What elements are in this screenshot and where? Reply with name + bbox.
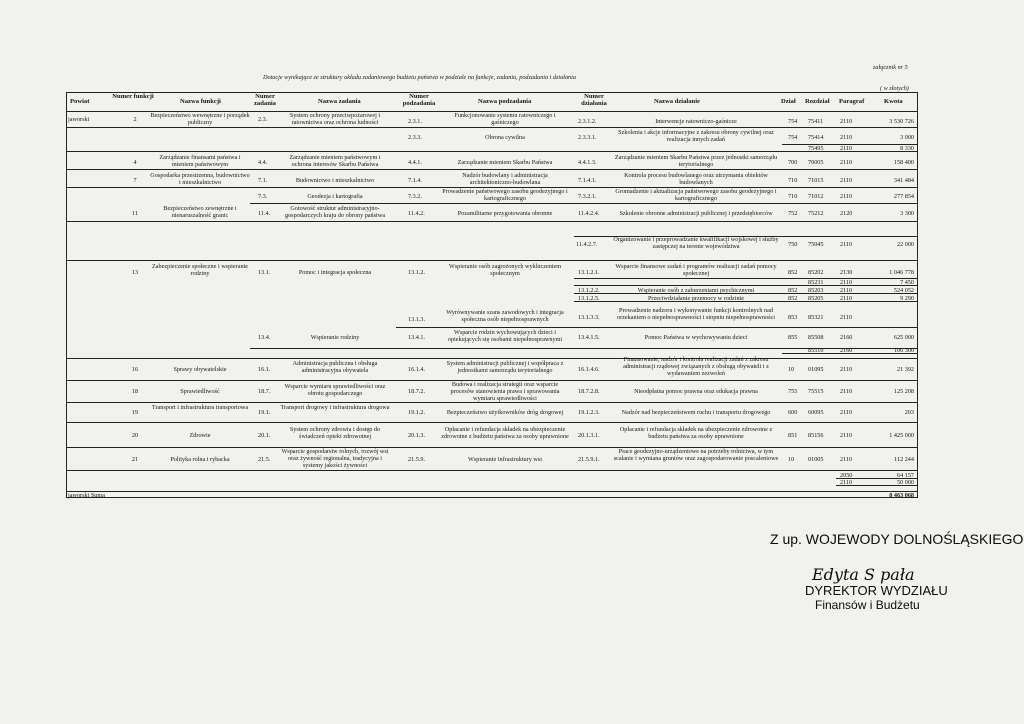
cell-paragraf: 2160 [840,347,853,354]
row-separator [66,447,918,448]
cell-kwota: 3 300 [900,210,914,217]
cell-nr-podzadania: 13.1.2. [408,269,426,276]
cell-nr-dzialania: 7.1.4.1. [578,177,597,184]
cell-funkcja: Zdrowie [189,432,211,439]
cell-kwota: 203 [904,409,914,416]
cell-rozdzial: 85231 [808,279,824,286]
cell-nr-funkcji: 4 [133,159,137,166]
cell-rozdzial: 75515 [808,388,824,395]
cell-podzadanie: Funkcjonowanie systemu ratowniczego i gaśniczego [454,112,556,126]
col-podzadanie: Nazwa podzadania [478,98,532,105]
cell-dzialanie: Wspieranie osób z zaburzeniami psychicznymi [637,287,755,294]
cell-nr-zadania: 4.4. [258,159,268,166]
cell-dzial: 754 [788,118,798,125]
cell-nr-funkcji: 7 [133,177,137,184]
cell-dzial: 852 [788,287,798,294]
stamp-line1: Z up. WOJEWODY DOLNOŚLĄSKIEGO [770,531,1024,547]
cell-funkcja: Sprawiedliwość [180,388,220,395]
cell-rozdzial: 71012 [808,193,824,200]
cell-podzadanie: Obrona cywilna [485,134,525,141]
cell-kwota: 625 000 [893,334,914,341]
cell-kwota: 524 052 [893,287,914,294]
cell-funkcja: Zarządzanie finansami państwa i mieniem państwowym [159,154,241,168]
cell-rozdzial: 75414 [808,134,824,141]
cell-paragraf: 2110 [840,409,853,416]
cell-dzial: 754 [788,134,798,141]
cell-kwota: 106 300 [893,347,914,354]
cell-kwota: 7 450 [900,279,914,286]
col-paragraf: Paragraf [839,98,865,105]
cell-paragraf: 2110 [840,118,853,125]
cell-nr-funkcji: 13 [131,269,139,276]
cell-kwota: 1 425 000 [889,432,914,439]
cell-nr-funkcji: 21 [131,456,139,463]
attachment-label: załącznik nr 5 [873,64,908,71]
cell-funkcja: Sprawy obywatelskie [173,366,227,373]
cell-podzadanie: Pozamilitarne przygotowania obronne [457,210,553,217]
cell-rozdzial: 75212 [808,210,824,217]
cell-podzadanie: Prowadzenie państwowego zasobu geodezyjnego i kartograficznego [442,188,568,202]
row-separator [66,422,918,423]
cell-podzadanie: Wspieranie infrastruktury wsi [468,456,542,463]
row-separator [66,221,918,222]
cell-nr-dzialania: 11.4.2.4. [578,210,600,217]
cell-nr-podzadania: 16.1.4. [408,366,426,373]
cell-dzialanie: Zarządzanie mieniem Skarbu Państwa przez jednostki samorządu terytorialnego [614,154,778,168]
cell-dzial: 710 [788,177,798,184]
cell-nr-zadania: 2.3. [258,116,268,123]
document-title: Dotacje wynikające ze struktury układu zadaniowego budżetu państwa w podziale na funkcje, zadania, podzadania i działania [263,74,576,81]
cell-nr-dzialania: 19.1.2.3. [578,409,600,416]
cell-nr-podzadania: 20.1.3. [408,432,426,439]
cell-kwota: 50 000 [896,479,914,486]
cell-dzial: 10 [788,456,795,463]
cell-rozdzial: 85203 [808,287,824,294]
cell-zadanie: System ochrony przeciwpożarowej i ratownictwa oraz ochrona ludności [289,112,381,126]
cell-zadanie: Geodezja i kartografia [307,193,363,200]
cell-paragraf: 2110 [840,366,853,373]
cell-paragraf: 2110 [840,314,853,321]
cell-rozdzial: 70005 [808,159,824,166]
cell-kwota: 21 392 [896,366,914,373]
cell-funkcja: Bezpieczeństwo wewnętrzne i porządek publiczny [150,112,250,126]
cell-zadanie: Transport drogowy i infrastruktura drogowa [280,404,390,411]
cell-podzadanie: Zarządzanie mieniem Skarbu Państwa [457,159,553,166]
cell-rozdzial: 85156 [808,432,824,439]
cell-dzialanie: Nieodpłatna pomoc prawna oraz edukacja prawna [634,388,758,395]
cell-nr-podzadania: 2.3.3. [408,134,422,141]
cell-nr-dzialania: 13.1.2.5. [578,295,600,302]
row-separator [250,203,918,204]
row-separator [66,491,918,492]
cell-podzadanie: System administracji publicznej i współpraca z jednostkami samorządu terytorialnego [446,360,564,374]
cell-paragraf: 2110 [840,145,853,152]
col-nr-podzadania: Numer podzadania [402,93,436,107]
cell-nr-funkcji: 18 [131,388,139,395]
table-top-border [66,92,918,93]
cell-dzial: 855 [788,334,798,341]
cell-paragraf: 2110 [840,177,853,184]
cell-paragraf: 2050 [840,472,853,479]
cell-kwota: 158 400 [893,159,914,166]
cell-nr-dzialania: 13.1.2.1. [578,269,600,276]
col-dzialanie: Nazwa działanie [654,98,700,105]
table-bottom-border [66,497,918,498]
cell-rozdzial: 01095 [808,366,824,373]
cell-nr-podzadania: 2.3.1. [408,118,422,125]
cell-dzialanie: Prowadzenie nadzoru i wykonywanie funkcji kontrolnych nad orzekaniem o niepełnosprawności i stopniu niepełnosprawności [617,307,775,321]
cell-funkcja: Zabezpieczenie społeczne i wspieranie rodziny [151,263,249,277]
cell-dzial: 750 [788,241,798,248]
row-separator [66,169,918,170]
cell-nr-dzialania: 18.7.2.8. [578,388,600,395]
row-separator [66,151,918,152]
col-dzial: Dział [781,98,796,105]
cell-dzialanie: Gromadzenie i aktualizacja państwowego zasobu geodezyjnego i kartograficznego [615,188,777,202]
cell-zadanie: Zarządzanie mieniem państwowym i ochrona interesów Skarbu Państwa [289,154,381,168]
col-funkcja: Nazwa funkcji [180,98,221,105]
cell-nr-zadania: 13.4. [258,334,271,341]
cell-rozdzial: 60095 [808,409,824,416]
cell-nr-podzadania: 18.7.2. [408,388,426,395]
cell-paragraf: 2110 [840,388,853,395]
cell-zadanie: Wspieranie rodziny [310,334,360,341]
cell-zadanie: System ochrony zdrowia i dostęp do świadczeń opieki zdrowotnej [289,426,381,440]
stamp-line3: Finansów i Budżetu [815,598,920,612]
cell-kwota: 9 290 [900,295,914,302]
row-separator [66,470,918,471]
cell-nr-zadania: 13.1. [258,269,271,276]
cell-nr-dzialania: 21.5.9.1. [578,456,600,463]
cell-zadanie: Budownictwo i mieszkalnictwo [295,177,375,184]
cell-zadanie: Wsparcie wymiaru sprawiedliwości oraz obrotu gospodarczego [284,383,386,397]
cell-nr-zadania: 7.3. [258,193,268,200]
cell-paragraf: 2110 [840,134,853,141]
cell-paragraf: 2130 [840,269,853,276]
cell-zadanie: Pomoc i integracja społeczna [298,269,372,276]
cell-nr-dzialania: 11.4.2.7. [576,241,598,248]
cell-nr-podzadania: 7.3.2. [408,193,422,200]
cell-dzialanie: Organizowanie i przeprowadzanie kwalifikacji wojskowej i służby zastępczej na terenie województwa [613,236,779,250]
cell-nr-zadania: 18.7. [258,388,271,395]
col-nr-funkcji: Numer funkcji [112,93,154,100]
cell-dzialanie: Opłacanie i refundacja składek na ubezpieczenie zdrowotne z budżetu państwa za osoby uprawnione [619,426,773,440]
cell-kwota: 3 530 726 [889,118,914,125]
cell-funkcja: Bezpieczeństwo zewnętrzne i nienaruszalność granic [163,205,237,219]
col-nr-dzialania: Numer działania [581,93,607,107]
row-separator [66,358,918,359]
cell-funkcja: Gospodarka przestrzenna, budownictwo i mieszkalnictwo [150,172,250,186]
cell-kwota: 112 244 [894,456,914,463]
cell-nr-dzialania: 16.1.4.6. [578,366,600,373]
cell-nr-funkcji: 19 [131,409,139,416]
cell-zadanie: Wsparcie gospodarstw rolnych, rozwój wsi oraz żywność regionalna, tradycyjna i systemy jakości żywności [281,448,389,469]
cell-dzialanie: Szkolenia i akcje informacyjne z zakresu obrony cywilnej oraz realizacja innych zadań [618,129,774,143]
col-nr-zadania: Numer zadania [254,93,276,107]
cell-rozdzial: 85321 [808,314,824,321]
cell-nr-zadania: 7.1. [258,177,268,184]
cell-nr-zadania: 19.1. [258,409,271,416]
cell-nr-podzadania: 4.4.1. [408,159,422,166]
cell-nr-dzialania: 4.4.1.3. [578,159,597,166]
cell-nr-podzadania: 7.1.4. [408,177,422,184]
cell-nr-zadania: 20.1. [258,432,271,439]
cell-rozdzial: 85205 [808,295,824,302]
cell-dzial: 755 [788,388,798,395]
cell-paragraf: 2110 [840,479,853,486]
cell-nr-podzadania: 21.5.9. [408,456,426,463]
cell-podzadanie: Wyrównywanie szans zawodowych i integracja społeczna osób niepełnosprawnych [446,309,564,323]
row-separator [396,327,918,328]
cell-nr-dzialania: 20.1.3.1. [578,432,600,439]
cell-kwota: 1 046 778 [889,269,914,276]
cell-kwota: 8 330 [900,145,914,152]
cell-kwota: 341 484 [893,177,914,184]
cell-paragraf: 2110 [840,279,853,286]
cell-podzadanie: Wsparcie rodzin wychowujących dzieci i opiekujących się osobami niepełnosprawnymi [447,329,563,343]
cell-nr-funkcji: 2 [133,116,137,123]
cell-dzial: 600 [788,409,798,416]
cell-nr-dzialania: 2.3.1.2. [578,118,597,125]
cell-nr-podzadania: 19.1.2. [408,409,426,416]
cell-rozdzial: 75411 [808,118,824,125]
cell-paragraf: 2110 [840,193,853,200]
cell-dzial: 10 [788,366,795,373]
col-zadanie: Nazwa zadania [318,98,361,105]
total-label: jaworski Suma [68,492,105,499]
cell-podzadanie: Bezpieczeństwo użytkowników dróg drogowej [446,409,564,416]
cell-zadanie: Gotowość struktur administracyjno-gospodarczych kraju do obrony państwa [284,205,385,219]
cell-nr-podzadania: 13.4.1. [408,334,426,341]
row-separator [66,402,918,403]
table-left-border [66,92,67,498]
signature: Edyta S pała [812,565,915,584]
cell-nr-zadania: 16.1. [258,366,271,373]
cell-dzialanie: Nadzór nad bezpieczeństwem ruchu i transportu drogowego [621,409,771,416]
cell-kwota: 3 000 [900,134,914,141]
cell-nr-dzialania: 13.4.1.5. [578,334,600,341]
cell-rozdzial: 71015 [808,177,824,184]
cell-nr-funkcji: 11 [132,210,138,217]
cell-dzial: 752 [788,210,798,217]
cell-dzialanie: Pomoc Państwa w wychowywaniu dzieci [644,334,748,341]
cell-dzial: 700 [788,159,798,166]
cell-kwota: 277 854 [893,193,914,200]
cell-dzialanie: Finansowanie, nadzór i kontrola realizacji zadań z zakresu administracji rządowej związanych z obsługą obywateli i z wydawaniem zezwoleń [623,356,769,377]
col-powiat: Powiat [70,98,90,105]
row-separator [66,127,918,128]
cell-paragraf: 2110 [840,241,853,248]
cell-dzial: 853 [788,314,798,321]
cell-nr-podzadania: 13.1.3. [408,316,426,323]
cell-nr-funkcji: 16 [131,366,139,373]
cell-funkcja: Polityka rolna i rybacka [170,456,230,463]
col-rozdzial: Rozdział [805,98,830,105]
cell-dzialanie: Prace geodezyjno-urządzeniowe na potrzeby rolnictwa, w tym scalanie i wymiana gruntów oraz zagospodarowanie poscaleniowe [613,448,779,462]
cell-kwota: 125 208 [893,388,914,395]
table-right-border [917,92,918,498]
cell-paragraf: 2110 [840,287,853,294]
cell-nr-dzialania: 13.1.2.2. [578,287,600,294]
cell-rozdzial: 75045 [808,241,824,248]
cell-nr-podzadania: 11.4.2. [408,210,425,217]
cell-dzial: 851 [788,432,798,439]
cell-nr-zadania: 21.5. [258,456,271,463]
cell-dzialanie: Szkolenie obronne administracji publicznej i przedsiębiorców [619,210,773,217]
cell-zadanie: Administracja publiczna i obsługa administracyjna obywatela [292,360,378,374]
cell-rozdzial: 85202 [808,269,824,276]
cell-rozdzial: 75495 [808,145,824,152]
cell-kwota: 22 000 [896,241,914,248]
cell-nr-dzialania: 2.3.3.1. [578,134,597,141]
cell-dzial: 852 [788,269,798,276]
cell-paragraf: 2110 [840,432,853,439]
cell-rozdzial: 01005 [808,456,824,463]
cell-nr-zadania: 11.4. [258,210,271,217]
cell-paragraf: 2110 [840,456,853,463]
cell-paragraf: 2160 [840,334,853,341]
col-kwota: Kwota [884,98,903,105]
cell-podzadanie: Opłacanie i refundacja składek na ubezpieczenie zdrowotne z budżetu państwa za osoby uprawnione [441,426,569,440]
cell-dzial: 852 [788,295,798,302]
cell-dzialanie: Interwencje ratowniczo-gaśnicze [655,118,737,125]
cell-podzadanie: Wspieranie osób zagrożonych wykluczeniem społecznym [448,263,562,277]
unit-label: ( w złotych) [880,85,909,92]
cell-paragraf: 2120 [840,210,853,217]
cell-rozdzial: 85510 [808,347,824,354]
cell-rozdzial: 85508 [808,334,824,341]
total-amount: 8 463 068 [889,492,914,499]
cell-dzialanie: Kontrola procesu budowlanego oraz utrzymania obiektów budowlanych [624,172,768,186]
row-separator [66,260,918,261]
cell-powiat: jaworski [68,116,90,123]
cell-dzial: 710 [788,193,798,200]
cell-nr-dzialania: 13.1.3.3. [578,314,600,321]
cell-funkcja: Transport i infrastruktura transportowa [151,404,249,411]
cell-dzialanie: Wsparcie finansowe zadań i programów realizacji zadań pomocy społecznej [615,263,777,277]
cell-dzialanie: Przeciwdziałanie przemocy w rodzinie [647,295,745,302]
cell-kwota: 64 157 [896,472,914,479]
cell-paragraf: 2110 [840,159,853,166]
cell-nr-dzialania: 7.3.2.1. [578,193,597,200]
cell-podzadanie: Nadzór budowlany i administracja architektoniczno-budowlana [462,172,548,186]
cell-paragraf: 2110 [840,295,853,302]
cell-podzadanie: Budowa i realizacja strategii oraz wsparcie procesów stanowienia prawa i sprawowania wymiaru sprawiedliwości [450,381,560,402]
cell-nr-funkcji: 20 [131,432,139,439]
stamp-line2: DYREKTOR WYDZIAŁU [805,583,948,598]
